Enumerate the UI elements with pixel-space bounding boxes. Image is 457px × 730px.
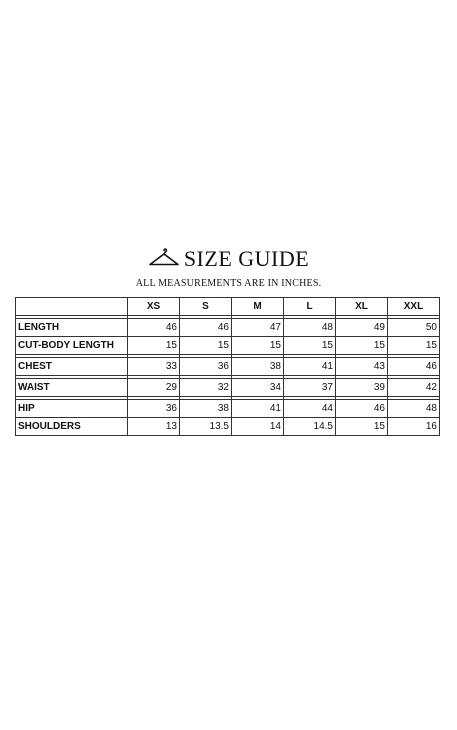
table-row [16,400,440,418]
table-row [16,337,440,355]
table-cell: 13.5 [180,418,232,436]
table-row [16,358,440,376]
table-cell: 46 [128,319,180,337]
table-cell: 43 [336,358,388,376]
size-chart-table [15,297,440,436]
table-cell: 41 [284,358,336,376]
row-label: CUT-BODY LENGTH [16,337,128,355]
table-cell: 48 [284,319,336,337]
table-cell: 16 [388,418,440,436]
table-cell: 15 [180,337,232,355]
table-cell: 15 [284,337,336,355]
table-cell: 15 [128,337,180,355]
title-row [0,244,457,274]
table-cell: 36 [128,400,180,418]
table-cell: 41 [232,400,284,418]
table-cell: 49 [336,319,388,337]
table-cell: 39 [336,379,388,397]
table-header-row [16,298,440,316]
column-header-l: L [284,298,336,316]
column-header-xl: XL [336,298,388,316]
table-cell: 15 [232,337,284,355]
table-cell: 38 [232,358,284,376]
table-cell: 50 [388,319,440,337]
table-cell: 46 [336,400,388,418]
measurement-note: ALL MEASUREMENTS ARE IN INCHES. [135,278,322,289]
column-header-xxl: XXL [388,298,440,316]
table-cell: 13 [128,418,180,436]
row-label: CHEST [16,358,128,376]
table-cell: 36 [180,358,232,376]
row-label: SHOULDERS [16,418,128,436]
table-cell: 38 [180,400,232,418]
table-cell: 37 [284,379,336,397]
table-cell: 46 [180,319,232,337]
table-cell: 15 [388,337,440,355]
row-label: LENGTH [16,319,128,337]
page-title: SIZE GUIDE [183,246,310,271]
table-row [16,319,440,337]
table-row [16,379,440,397]
table-cell: 48 [388,400,440,418]
table-cell: 14 [232,418,284,436]
table-row [16,418,440,436]
table-cell: 15 [336,418,388,436]
table-cell: 15 [336,337,388,355]
column-header-label [16,298,128,316]
table-cell: 42 [388,379,440,397]
table-cell: 47 [232,319,284,337]
row-label: WAIST [16,379,128,397]
row-label: HIP [16,400,128,418]
column-header-s: S [180,298,232,316]
table-cell: 32 [180,379,232,397]
table-cell: 34 [232,379,284,397]
table-cell: 33 [128,358,180,376]
hanger-icon [148,247,180,269]
table-cell: 46 [388,358,440,376]
table-cell: 14.5 [284,418,336,436]
table-cell: 44 [284,400,336,418]
column-header-xs: XS [128,298,180,316]
column-header-m: M [232,298,284,316]
table-cell: 29 [128,379,180,397]
